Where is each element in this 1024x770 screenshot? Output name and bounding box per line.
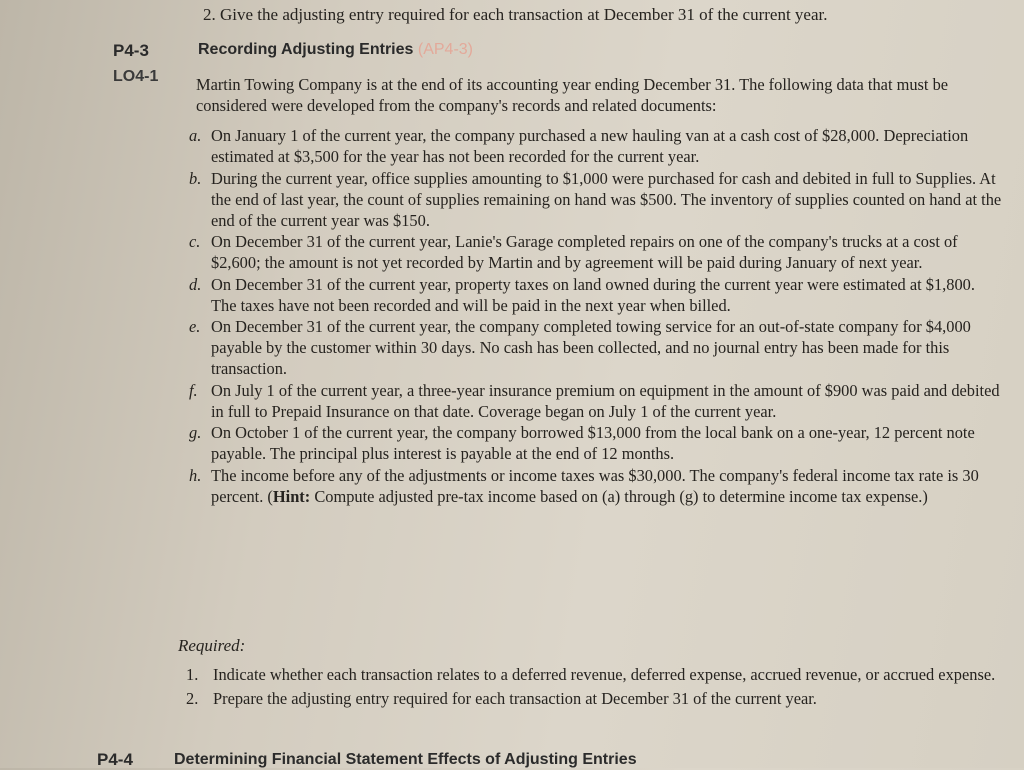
previous-required-item: 2. Give the adjusting entry required for each transaction at December 31 of the current year. [203, 5, 828, 24]
item-text: On December 31 of the current year, Lanie's Garage completed repairs on one of the company's trucks at a cost of $2,600; the amount is not yet recorded by Martin and by agreement will be paid during January of next year. [211, 232, 958, 272]
list-item [183, 274, 1003, 316]
required-text: Prepare the adjusting entry required for each transaction at December 31 of the current year. [213, 689, 817, 708]
learning-objective: LO4-1 [113, 68, 159, 85]
item-text-before-hint: The income before any of the adjustments or income taxes was $30,000. The company's federal income tax rate is 30 percent. ( [211, 465, 979, 506]
item-text: On December 31 of the current year, the company completed towing service for an out-of-state company for $4,000 payable by the customer within 30 days. No cash has been collected, and no journal entry has been made for this transaction. [211, 317, 971, 378]
next-problem-title: Determining Financial Statement Effects of Adjusting Entries [174, 751, 637, 768]
item-letter: f. [189, 380, 198, 400]
transaction-list [183, 125, 1003, 507]
item-text: On December 31 of the current year, property taxes on land owned during the current year were estimated at $1,800. The taxes have not been recorded and will be paid in the next year when billed. [211, 274, 975, 315]
list-item [183, 125, 1003, 167]
list-item [186, 688, 996, 709]
list-item [183, 465, 1003, 507]
problem-title-text: Recording Adjusting Entries [198, 41, 414, 58]
item-letter: b. [189, 168, 202, 188]
list-item [183, 316, 1003, 379]
required-text: Indicate whether each transaction relates to a deferred revenue, deferred expense, accrued revenue, or accrued expense. [213, 665, 996, 684]
item-text: During the current year, office supplies amounting to $1,000 were purchased for cash and debited in full to Supplies. At the end of last year, the count of supplies remaining on hand was $500. The inventory of supplies counted on hand at the end of the current year was $150. [211, 168, 1002, 230]
problem-title [198, 41, 473, 59]
problem-id: P4-3 [113, 41, 149, 60]
list-item [183, 168, 1003, 231]
item-letter: g. [189, 423, 202, 442]
item-text: On October 1 of the current year, the company borrowed $13,000 from the local bank on a one-year, 12 percent note payable. The principal plus interest is payable at the end of 12 months. [211, 423, 975, 463]
item-text: On January 1 of the current year, the company purchased a new hauling van at a cash cost of $28,000. Depreciation estimated at $3,500 for the year has not been recorded for the current year. [211, 126, 969, 166]
problem-intro: Martin Towing Company is at the end of its accounting year ending December 31. The following data that must be considered were developed from the company's records and related documents: [196, 75, 949, 115]
required-number: 2. [186, 689, 199, 708]
required-number: 1. [186, 665, 199, 684]
next-problem-id: P4-4 [97, 750, 133, 769]
required-list [186, 664, 996, 712]
list-item [183, 231, 1003, 273]
required-heading: Required: [178, 636, 246, 655]
item-letter: a. [189, 126, 202, 145]
item-text: On July 1 of the current year, a three-year insurance premium on equipment in the amount of $900 was paid and debited in full to Prepaid Insurance on that date. Coverage began on July 1 of the current year. [211, 380, 1000, 421]
item-letter: h. [189, 465, 202, 485]
item-letter: c. [189, 232, 201, 251]
list-item [183, 422, 1003, 464]
item-letter: e. [189, 317, 201, 336]
item-letter: d. [189, 274, 202, 294]
list-item [183, 380, 1003, 422]
item-text-after-hint: Compute adjusted pre-tax income based on (a) through (g) to determine income tax expense.) [310, 486, 928, 506]
list-item [186, 664, 996, 685]
hint-label: Hint: [272, 486, 311, 506]
alternate-problem-ref: (AP4-3) [417, 41, 473, 58]
